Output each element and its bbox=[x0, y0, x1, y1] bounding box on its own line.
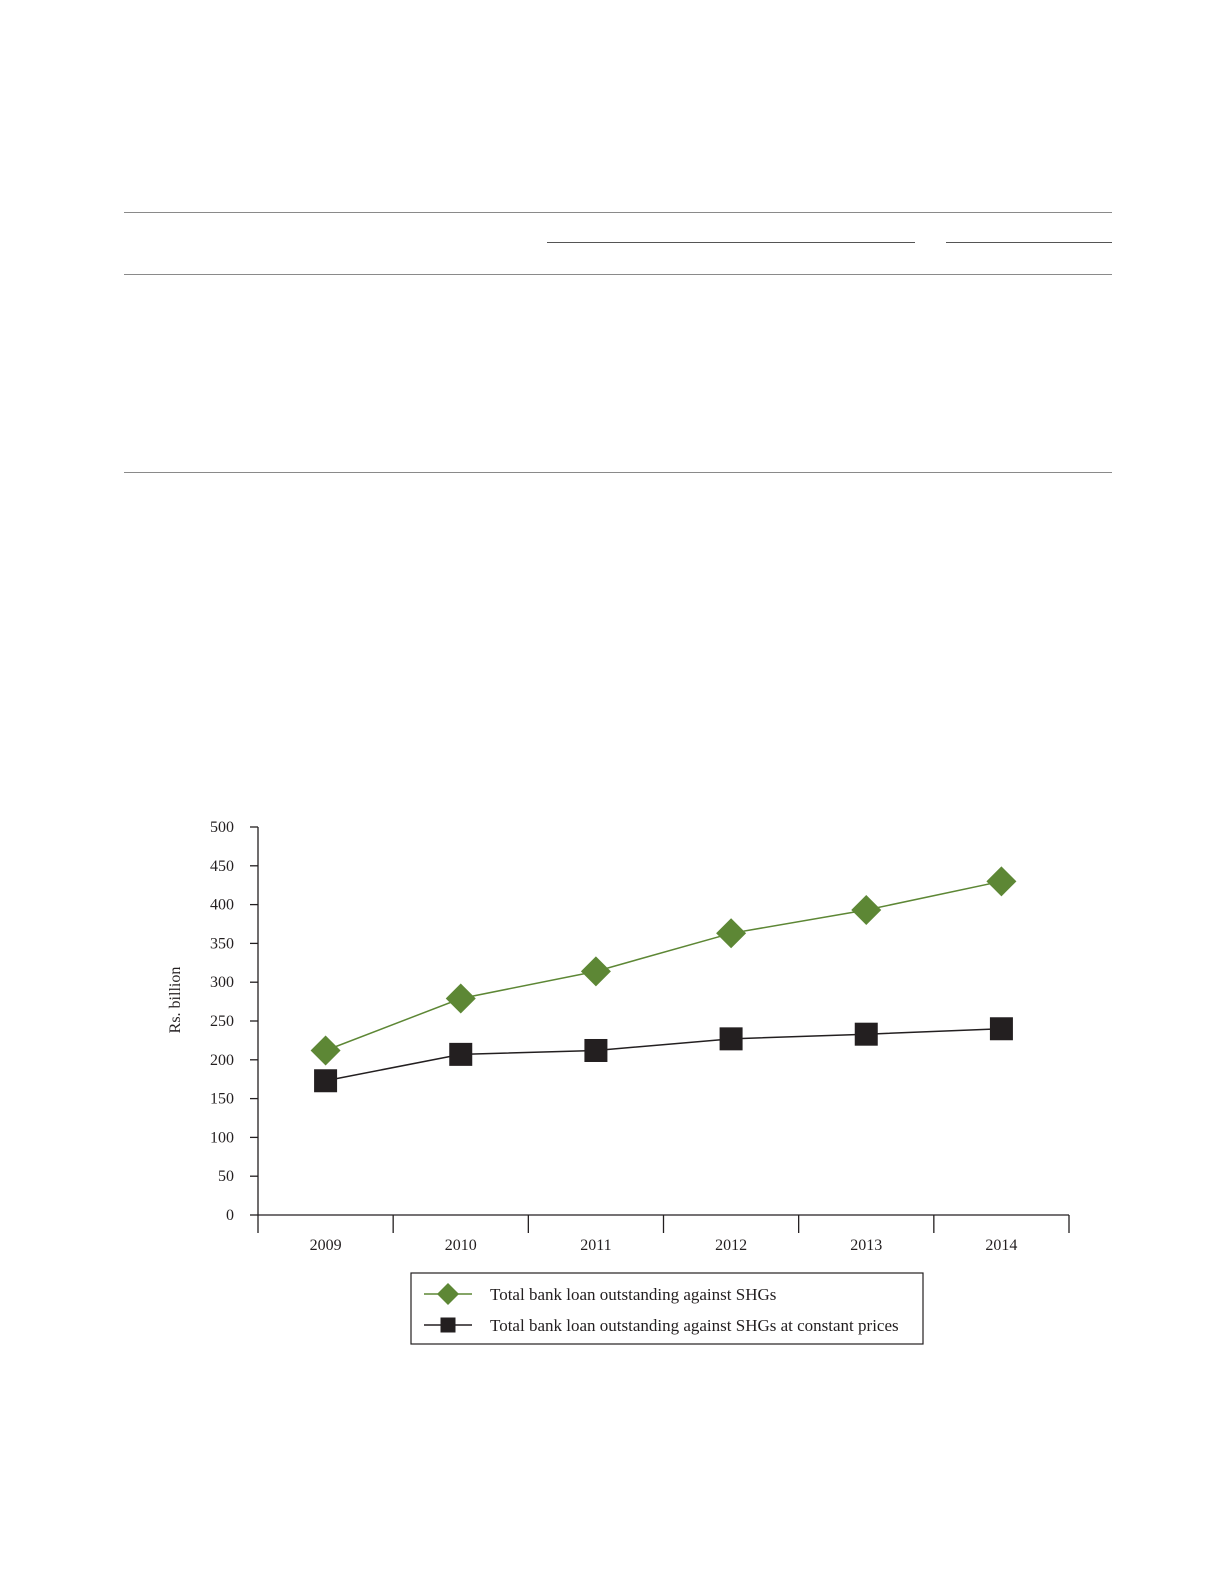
y-tick-label: 450 bbox=[210, 857, 234, 875]
x-tick-label: 2014 bbox=[985, 1237, 1018, 1254]
x-tick-label: 2012 bbox=[715, 1237, 748, 1254]
y-tick-label: 100 bbox=[210, 1129, 234, 1147]
x-tick-label: 2013 bbox=[850, 1237, 883, 1254]
y-tick-label: 400 bbox=[210, 896, 234, 914]
data-point-diamond bbox=[311, 1035, 341, 1065]
y-tick-label: 350 bbox=[210, 935, 234, 953]
y-tick-label: 150 bbox=[210, 1090, 234, 1108]
y-axis-label: Rs. billion bbox=[167, 966, 184, 1034]
x-tick-label: 2011 bbox=[580, 1237, 612, 1254]
data-point-square bbox=[449, 1043, 472, 1066]
y-tick-label: 200 bbox=[210, 1051, 234, 1069]
y-axis bbox=[210, 819, 258, 1224]
legend-marker-square bbox=[441, 1318, 456, 1333]
data-point-diamond bbox=[446, 983, 476, 1013]
y-tick-label: 50 bbox=[218, 1168, 234, 1186]
data-point-diamond bbox=[986, 866, 1016, 896]
legend-label: Total bank loan outstanding against SHGs bbox=[490, 1285, 777, 1304]
data-point-square bbox=[314, 1069, 337, 1092]
data-point-diamond bbox=[716, 918, 746, 948]
legend-label: Total bank loan outstanding against SHGs at constant prices bbox=[490, 1316, 899, 1335]
y-tick-label: 0 bbox=[226, 1207, 234, 1224]
data-point-square bbox=[720, 1027, 743, 1050]
x-tick-label: 2010 bbox=[444, 1237, 477, 1254]
x-tick-label: 2009 bbox=[309, 1237, 342, 1254]
series-layer bbox=[311, 866, 1017, 1092]
data-point-square bbox=[990, 1017, 1013, 1040]
y-tick-label: 500 bbox=[210, 819, 234, 836]
series-line-1 bbox=[326, 881, 1002, 1050]
y-tick-label: 300 bbox=[210, 974, 234, 992]
data-point-square bbox=[855, 1023, 878, 1046]
data-point-square bbox=[584, 1039, 607, 1062]
y-tick-label: 250 bbox=[210, 1013, 234, 1030]
x-axis bbox=[258, 1215, 1069, 1254]
data-point-diamond bbox=[851, 895, 881, 925]
series-line-2 bbox=[326, 1029, 1002, 1081]
legend bbox=[411, 1273, 923, 1344]
data-point-diamond bbox=[581, 956, 611, 986]
